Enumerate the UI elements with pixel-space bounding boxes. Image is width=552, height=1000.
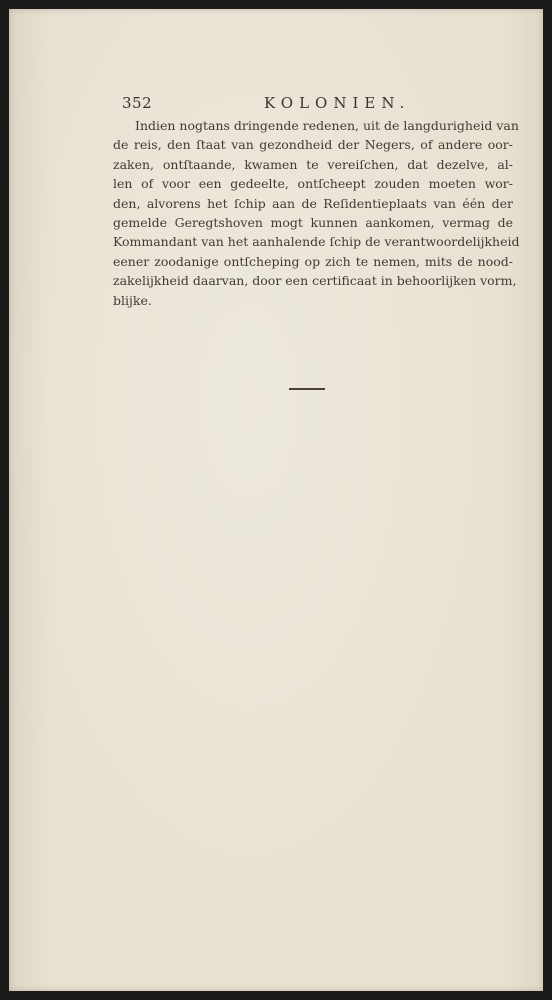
text-line: gemelde Geregtshoven mogt kunnen aankomen, vermag de bbox=[113, 215, 513, 231]
body-paragraph bbox=[113, 116, 520, 310]
text-line: eener zoodanige ontſcheping op zich te nemen, mits de nood- bbox=[113, 253, 513, 269]
text-line: de reis, den ſtaat van gezondheid der Negers, of andere oor- bbox=[113, 137, 513, 153]
section-divider-rule bbox=[289, 388, 325, 390]
text-line: Indien nogtans dringende redenen, uit de langdurigheid van bbox=[135, 118, 519, 133]
text-line: Kommandant van het aanhalende ſchip de verantwoordelijkheid bbox=[113, 234, 520, 250]
page-header bbox=[122, 94, 422, 114]
page-number: 352 bbox=[122, 94, 153, 112]
text-line: den, alvorens het ſchip aan de Reſidentieplaats van één der bbox=[113, 195, 513, 211]
text-line: blijke. bbox=[113, 292, 152, 308]
running-head: KOLONIEN. bbox=[264, 94, 411, 112]
text-line: len of voor een gedeelte, ontſcheept zouden moeten wor- bbox=[113, 176, 513, 192]
text-line: zaken, ontſtaande, kwamen te vereiſchen, dat dezelve, al- bbox=[113, 156, 513, 172]
text-line: zakelijkheid daarvan, door een certificaat in behoorlijken vorm, bbox=[113, 273, 517, 289]
